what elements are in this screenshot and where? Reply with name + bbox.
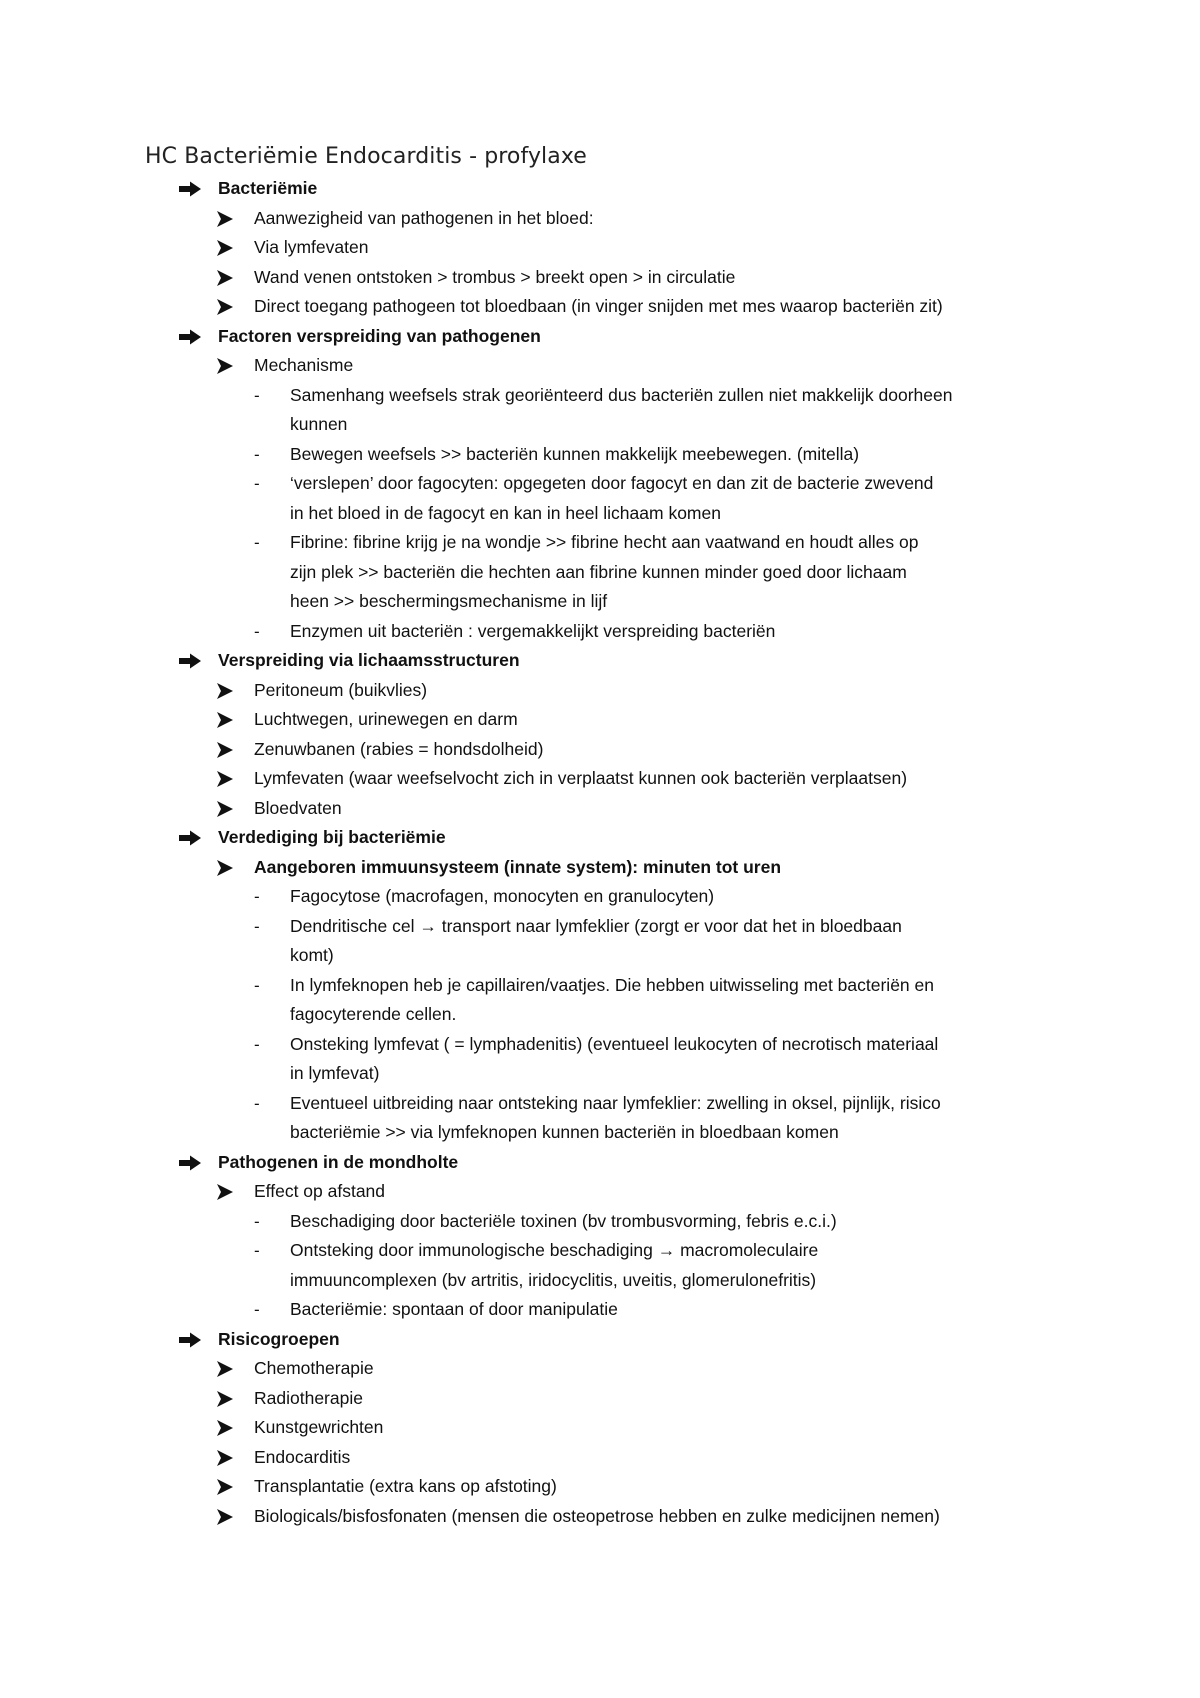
list-item: [0, 1148, 1200, 1178]
chevron-right-icon: [216, 1354, 236, 1384]
list-item-text: Onsteking lymfevat ( = lymphadenitis) (eventueel leukocyten of necrotisch materiaal: [290, 1033, 939, 1054]
list-item-text: Aangeboren immuunsysteem (innate system): minuten tot uren: [254, 856, 782, 877]
document-body: [0, 174, 1200, 1531]
dash-bullet-icon: -: [254, 1211, 260, 1231]
list-item-text: kunnen: [290, 414, 348, 434]
dash-bullet-icon: -: [254, 975, 260, 995]
list-item-text: Eventueel uitbreiding naar ontsteking naar lymfeklier: zwelling in oksel, pijnlijk, risico: [290, 1092, 941, 1113]
list-item: [0, 1089, 1200, 1119]
chevron-right-icon: [216, 233, 236, 263]
list-item: [0, 1354, 1200, 1384]
chevron-right-icon: [216, 794, 236, 824]
list-item-text: fagocyterende cellen.: [290, 1004, 457, 1024]
list-item: [0, 1236, 1200, 1266]
list-item: [0, 1325, 1200, 1355]
list-item: [0, 410, 1200, 440]
dash-bullet-icon: -: [254, 1300, 260, 1319]
list-item-text: Bewegen weefsels >> bacteriën kunnen makkelijk meebewegen. (mitella): [290, 443, 860, 464]
list-item-text: Bacteriëmie: [218, 178, 318, 198]
chevron-right-icon: [216, 853, 236, 883]
list-item: [0, 1000, 1200, 1030]
list-item: [0, 823, 1200, 853]
chevron-right-icon: [216, 1502, 236, 1532]
list-item-text: Enzymen uit bacteriën : vergemakkelijkt verspreiding bacteriën: [290, 620, 776, 641]
list-item-text: Chemotherapie: [254, 1358, 374, 1378]
dash-bullet-icon: -: [254, 887, 260, 906]
list-item: [0, 1266, 1200, 1296]
list-item-text: heen >> beschermingsmechanisme in lijf: [290, 591, 608, 611]
list-item-text: Beschadiging door bacteriële toxinen (bv trombusvorming, febris e.c.i.): [290, 1210, 837, 1231]
list-item: [0, 440, 1200, 470]
list-item: [0, 351, 1200, 381]
list-item: [0, 469, 1200, 499]
list-item: [0, 1207, 1200, 1237]
list-item-text: Aanwezigheid van pathogenen in het bloed:: [254, 207, 594, 228]
list-item: [0, 735, 1200, 765]
dash-bullet-icon: -: [254, 1093, 260, 1113]
chevron-right-icon: [216, 1443, 236, 1473]
list-item-text: Mechanisme: [254, 355, 354, 375]
chevron-right-icon: [216, 1177, 236, 1207]
arrow-right-icon: [178, 174, 204, 204]
list-item-text: bacteriëmie >> via lymfeknopen kunnen bacteriën in bloedbaan komen: [290, 1122, 839, 1142]
list-item-text: ‘verslepen’ door fagocyten: opgegeten door fagocyt en dan zit de bacterie zwevend: [290, 473, 934, 493]
list-item: [0, 941, 1200, 971]
list-item-text: Risicogroepen: [218, 1328, 340, 1349]
chevron-right-icon: [216, 735, 236, 765]
list-item-text: Kunstgewrichten: [254, 1417, 384, 1437]
list-item-text: Samenhang weefsels strak georiënteerd dus bacteriën zullen niet makkelijk doorheen: [290, 384, 953, 405]
list-item: [0, 1502, 1200, 1532]
list-item-text: Pathogenen in de mondholte: [218, 1151, 459, 1172]
chevron-right-icon: [216, 1472, 236, 1502]
list-item: [0, 263, 1200, 293]
list-item-text: Via lymfevaten: [254, 237, 369, 257]
list-item-text: Radiotherapie: [254, 1387, 363, 1408]
chevron-right-icon: [216, 705, 236, 735]
list-item: [0, 292, 1200, 322]
list-item-text: Biologicals/bisfosfonaten (mensen die osteopetrose hebben en zulke medicijnen nemen): [254, 1505, 940, 1526]
list-item-text: Bacteriëmie: spontaan of door manipulatie: [290, 1299, 618, 1319]
dash-bullet-icon: -: [254, 385, 260, 405]
list-item: [0, 1384, 1200, 1414]
list-item: [0, 587, 1200, 617]
list-item: [0, 1295, 1200, 1325]
chevron-right-icon: [216, 1413, 236, 1443]
chevron-right-icon: [216, 351, 236, 381]
list-item-text: in lymfevat): [290, 1063, 380, 1083]
arrow-right-icon: [178, 646, 204, 676]
list-item-text: Zenuwbanen (rabies = hondsdolheid): [254, 738, 544, 759]
list-item-text: Ontsteking door immunologische beschadiging → macromoleculaire: [290, 1240, 819, 1260]
list-item: [0, 705, 1200, 735]
chevron-right-icon: [216, 263, 236, 293]
list-item: [0, 676, 1200, 706]
list-item: [0, 233, 1200, 263]
list-item-text: Verspreiding via lichaamsstructuren: [218, 650, 520, 670]
dash-bullet-icon: -: [254, 1034, 260, 1054]
list-item-text: Factoren verspreiding van pathogenen: [218, 325, 541, 346]
chevron-right-icon: [216, 1384, 236, 1414]
arrow-right-icon: [178, 1325, 204, 1355]
arrow-right-icon: [178, 1148, 204, 1178]
list-item: [0, 1059, 1200, 1089]
list-item: [0, 174, 1200, 204]
list-item: [0, 1030, 1200, 1060]
list-item-text: Endocarditis: [254, 1446, 351, 1467]
list-item: [0, 204, 1200, 234]
list-item: [0, 971, 1200, 1001]
list-item: [0, 1472, 1200, 1502]
list-item-text: Effect op afstand: [254, 1181, 386, 1201]
list-item: [0, 1443, 1200, 1473]
list-item-text: in het bloed in de fagocyt en kan in heel lichaam komen: [290, 502, 721, 523]
list-item-text: Peritoneum (buikvlies): [254, 679, 428, 700]
page-title: HC Bacteriëmie Endocarditis - profylaxe: [145, 144, 587, 169]
dash-bullet-icon: -: [254, 621, 260, 641]
dash-bullet-icon: -: [254, 1241, 260, 1260]
list-item: [0, 322, 1200, 352]
list-item-text: Fibrine: fibrine krijg je na wondje >> fibrine hecht aan vaatwand en houdt alles op: [290, 532, 919, 552]
list-item-text: komt): [290, 945, 334, 965]
list-item: [0, 1177, 1200, 1207]
list-item: [0, 617, 1200, 647]
chevron-right-icon: [216, 676, 236, 706]
list-item: [0, 882, 1200, 912]
dash-bullet-icon: -: [254, 444, 260, 464]
list-item: [0, 646, 1200, 676]
list-item: [0, 912, 1200, 942]
dash-bullet-icon: -: [254, 474, 260, 493]
list-item-text: Direct toegang pathogeen tot bloedbaan (in vinger snijden met mes waarop bacteriën zit): [254, 296, 943, 316]
list-item-text: Transplantatie (extra kans op afstoting): [254, 1476, 557, 1496]
list-item: [0, 794, 1200, 824]
list-item: [0, 528, 1200, 558]
list-item: [0, 499, 1200, 529]
dash-bullet-icon: -: [254, 916, 260, 936]
list-item-text: Lymfevaten (waar weefselvocht zich in verplaatst kunnen ook bacteriën verplaatsen): [254, 768, 908, 788]
list-item: [0, 1118, 1200, 1148]
list-item: [0, 764, 1200, 794]
list-item-text: Fagocytose (macrofagen, monocyten en granulocyten): [290, 886, 715, 906]
chevron-right-icon: [216, 764, 236, 794]
list-item-text: Dendritische cel → transport naar lymfeklier (zorgt er voor dat het in bloedbaan: [290, 915, 902, 936]
list-item: [0, 558, 1200, 588]
list-item-text: Verdediging bij bacteriëmie: [218, 827, 446, 847]
list-item: [0, 853, 1200, 883]
list-item-text: Wand venen ontstoken > trombus > breekt open > in circulatie: [254, 266, 736, 287]
list-item-text: Bloedvaten: [254, 797, 342, 818]
list-item-text: Luchtwegen, urinewegen en darm: [254, 709, 518, 729]
list-item-text: In lymfeknopen heb je capillairen/vaatjes. Die hebben uitwisseling met bacteriën en: [290, 974, 934, 995]
list-item-text: zijn plek >> bacteriën die hechten aan fibrine kunnen minder goed door lichaam: [290, 561, 907, 582]
list-item-text: immuuncomplexen (bv artritis, iridocyclitis, uveitis, glomerulonefritis): [290, 1269, 817, 1290]
arrow-right-icon: [178, 823, 204, 853]
chevron-right-icon: [216, 204, 236, 234]
list-item: [0, 381, 1200, 411]
list-item: [0, 1413, 1200, 1443]
dash-bullet-icon: -: [254, 533, 260, 552]
arrow-right-icon: [178, 322, 204, 352]
chevron-right-icon: [216, 292, 236, 322]
